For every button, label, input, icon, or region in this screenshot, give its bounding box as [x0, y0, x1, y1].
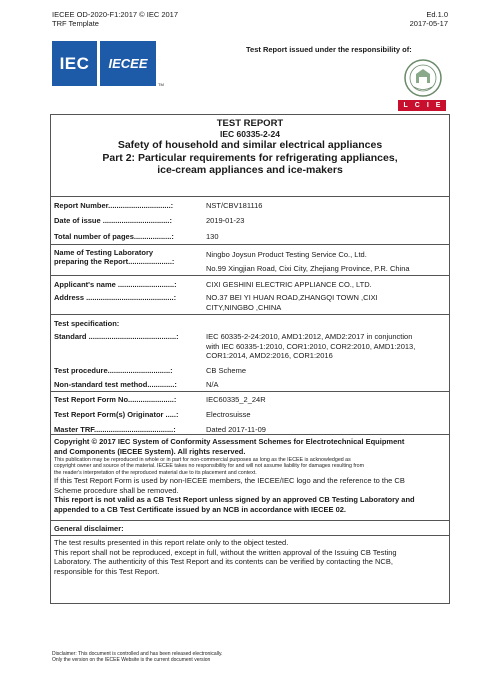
- general-disclaimer: [54, 524, 444, 534]
- divider: [50, 244, 450, 245]
- lab-name-value: Ningbo Joysun Product Testing Service Co., Ltd.: [206, 250, 367, 259]
- divider: [50, 520, 450, 521]
- test-procedure-value: CB Scheme: [206, 366, 247, 375]
- trf-originator-value: Electrosuisse: [206, 410, 251, 419]
- trf-originator-label: Test Report Form(s) Originator .....:: [54, 410, 179, 419]
- certification-seal-icon: [404, 59, 442, 97]
- master-trf-label: Master TRF......................................:: [54, 425, 176, 434]
- applicant-address-label: Address ..........................................:: [54, 293, 177, 302]
- report-number-label: Report Number..............................:: [54, 201, 174, 210]
- document-edition: [410, 10, 448, 28]
- copyright-notice: Copyright © 2017 IEC System of Conformity Assessment Schemes for Electrotechnical Equipment and Components (IECEE System). All rights reserved. This publication may be reproduced in whole or in part for non-commercial purposes as long as the IECEE is acknowledged as copyright owner and source of the material. IECEE takes no responsibility for and will not assume liability for damages resulting from the reader's interpretation of the reproduced material due to its placement and context. If this Test Report Form is used by non-IECEE members, the IECEE/IEC logo and the reference to the CB Scheme procedure shall be removed. This report is not valid as a CB Test Report unless signed by an approved CB Testing Laboratory and appended to a CB Test Certificate issued by an NCB in accordance with IECEE 02.: [54, 437, 415, 514]
- disclaimer-heading: General disclaimer:: [54, 524, 124, 533]
- template-code: IECEE OD-2020-F1:2017 © IEC 2017: [52, 10, 179, 19]
- template-type: TRF Template: [52, 19, 99, 28]
- lcie-logo: L C I E: [398, 100, 446, 111]
- title-line-5: ice-cream appliances and ice-makers: [157, 164, 343, 176]
- standard-value: IEC 60335-2-24:2010, AMD1:2012, AMD2:2017 in conjunction with IEC 60335-1:2010, COR1:2010, COR2:2010, AMD1:2013, COR1:2014, AMD2:2016, COR1:2016: [206, 332, 416, 360]
- date-of-issue-value: 2019-01-23: [206, 216, 245, 225]
- iec-logo: IEC: [52, 41, 97, 86]
- iecee-logo: IECEE: [100, 41, 156, 86]
- standard-label: Standard ..........................................:: [54, 332, 179, 341]
- non-standard-method-value: N/A: [206, 380, 219, 389]
- report-number-value: NST/CBV181116: [206, 201, 263, 210]
- applicant-name-label: Applicant's name ...........................:: [54, 280, 177, 289]
- responsibility-label: Test Report issued under the responsibility of:: [246, 45, 412, 54]
- disclaimer-text: The test results presented in this report relate only to the object tested. This report shall not be reproduced, except in full, without the written approval of the Issuing CB Testing Laboratory. The authenticity of this Test Report and its contents can be verified by contacting the NCB, responsible for this Test Report.: [54, 538, 397, 576]
- edition-date: 2017-05-17: [409, 19, 448, 28]
- total-pages-label: Total number of pages..................:: [54, 232, 174, 241]
- document-reference: [52, 10, 178, 28]
- test-specification-heading: Test specification:: [54, 319, 120, 328]
- total-pages-value: 130: [206, 232, 219, 241]
- non-standard-method-label: Non-standard test method.............:: [54, 380, 177, 389]
- footer-notice: Disclaimer: This document is controlled and has been released electronically. Only the version on the IECEE Website is the current document version: [52, 651, 223, 664]
- divider: [50, 434, 450, 435]
- title-line-4: Part 2: Particular requirements for refrigerating appliances,: [102, 151, 398, 164]
- divider: [50, 275, 450, 276]
- edition-number: Ed.1.0: [426, 10, 448, 19]
- divider: [50, 314, 450, 315]
- lab-address-value: No.99 Xingjian Road, Cixi City, Zhejiang Province, P.R. China: [206, 264, 410, 273]
- trademark-mark: TM: [158, 82, 164, 87]
- title-line-3: Safety of household and similar electrical appliances: [117, 139, 383, 151]
- applicant-address-value: NO.37 BEI YI HUAN ROAD,ZHANGQI TOWN ,CIXI CITY,NINGBO ,CHINA: [206, 293, 378, 312]
- report-title: [50, 118, 450, 177]
- title-standard: IEC 60335-2-24: [219, 129, 280, 139]
- master-trf-value: Dated 2017-11-09: [206, 425, 266, 434]
- date-of-issue-label: Date of issue ................................:: [54, 216, 172, 225]
- title-test-report: TEST REPORT: [216, 118, 284, 129]
- lab-name-label: Name of Testing Laboratory preparing the Report.....................:: [54, 248, 175, 266]
- trf-number-label: Test Report Form No......................:: [54, 395, 177, 404]
- divider: [50, 535, 450, 536]
- test-procedure-label: Test procedure..............................:: [54, 366, 173, 375]
- divider: [50, 196, 450, 197]
- trf-number-value: IEC60335_2_24R: [206, 395, 266, 404]
- applicant-name-value: CIXI GESHINI ELECTRIC APPLIANCE CO., LTD.: [206, 280, 372, 289]
- divider: [50, 391, 450, 392]
